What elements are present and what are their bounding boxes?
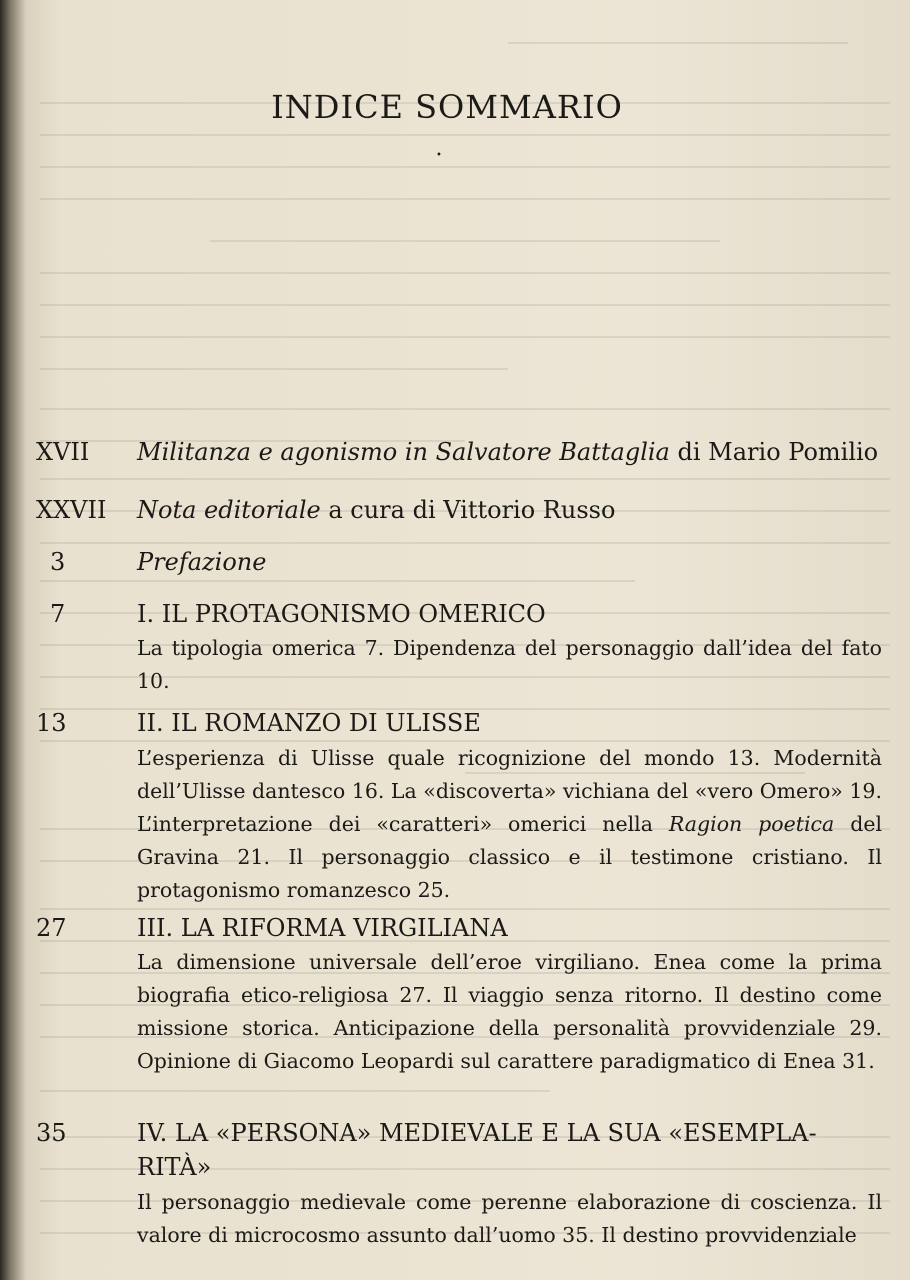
chapter-heading: I. IL PROTAGONISMO OMERICO — [137, 600, 546, 628]
page-number: 7 — [50, 600, 66, 628]
page-number: 35 — [36, 1119, 67, 1147]
summary-italic: Ragion poetica — [668, 812, 835, 836]
entry-heading — [137, 435, 882, 469]
entry-title-italic: Prefazione — [137, 548, 267, 576]
page-title: INDICE SOMMARIO — [271, 88, 623, 126]
entry-title-italic: Militanza e agonismo in Salvatore Battaglia — [137, 438, 670, 466]
entry-title-italic: Nota editoriale — [137, 496, 321, 524]
page-number: 13 — [36, 709, 67, 737]
chapter-heading: III. LA RIFORMA VIRGILIANA — [137, 914, 508, 942]
page-number: XXVII — [36, 496, 107, 524]
chapter-heading: II. IL ROMANZO DI ULISSE — [137, 709, 481, 737]
page-number: 27 — [36, 914, 67, 942]
entry-title-rest: a cura di Vittorio Russo — [320, 496, 616, 524]
chapter-summary: Il personaggio medievale come perenne elaborazione di coscienza. Il valore di microcosmo assunto dall’uomo 35. Il destino provvidenziale — [137, 1190, 882, 1247]
chapter-heading-line: IV. LA «PERSONA» MEDIEVALE E LA SUA «ESEMPLA- — [137, 1119, 817, 1147]
page-number: 3 — [50, 548, 66, 576]
page-number: XVII — [36, 438, 90, 466]
entry-title-rest: di Mario Pomilio — [669, 438, 879, 466]
chapter-summary: La dimensione universale dell’eroe virgiliano. Enea come la prima biografia etico-religiosa 27. Il viaggio senza ritorno. Il destino come missione storica. Anticipazione della personalità provvidenziale 29. Opinione di Giacomo Leopardi sul carattere paradigmatico di Enea 31. — [137, 950, 882, 1073]
title-ornament: • — [436, 150, 442, 161]
chapter-summary — [137, 742, 882, 907]
entry-heading — [137, 493, 882, 527]
summary-text: L’esperienza di Ulisse quale ricognizione del mondo 13. Modernità dell’Ulisse dantesco 16. La «discoverta» vichiana del «vero Omero» 19. L’interpretazione dei «caratteri» omerici nella — [137, 746, 882, 836]
entry-heading — [137, 545, 882, 579]
chapter-summary: La tipologia omerica 7. Dipendenza del personaggio dall’idea del fato 10. — [137, 636, 882, 693]
summary-text: del Gravina 21. Il personaggio classico e il testimone cristiano. Il protagonismo romanzesco 25. — [137, 812, 883, 902]
chapter-heading-line: RITÀ» — [137, 1153, 212, 1181]
